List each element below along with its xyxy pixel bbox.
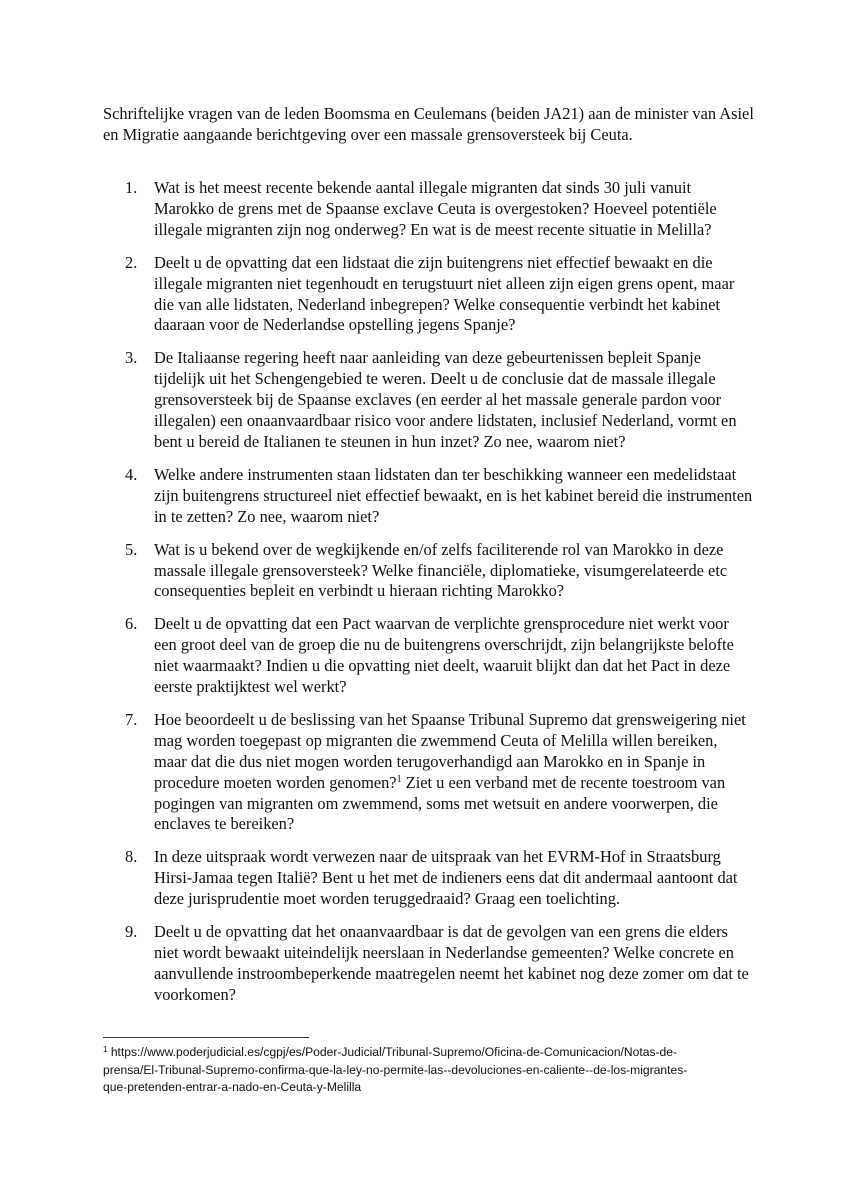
footnote-reference: 1 — [396, 773, 402, 785]
question-item — [103, 465, 753, 528]
footnote-separator — [103, 1037, 309, 1038]
question-number: 3. — [125, 348, 138, 368]
question-text — [154, 710, 746, 834]
question-text: In deze uitspraak wordt verwezen naar de uitspraak van het EVRM-Hof in Straatsburg Hirsi-Jamaa tegen Italië? Bent u het met de indieners eens dat dit andermaal aantoont dat deze jurisprudentie moet worden teruggedraaid? Graag een toelichting. — [154, 847, 738, 909]
question-text-part: Ziet u een verband met de recente toestroom van pogingen van migranten om zwemmend, soms met wetsuit en andere voorwerpen, die enclaves te bereiken? — [154, 772, 726, 834]
question-text-part: Hoe beoordeelt u de beslissing van het Spaanse Tribunal Supremo dat grensweigering niet mag worden toegepast op migranten die zwemmend Ceuta of Melilla willen bereiken, maar dat die dus niet mogen worden terugoverhandigd aan Marokko en in Spanje in procedure moeten worden genomen? — [154, 709, 746, 792]
question-number: 9. — [125, 922, 138, 942]
question-item — [103, 540, 753, 603]
question-item — [103, 253, 753, 337]
question-list — [103, 178, 753, 1018]
question-number: 4. — [125, 464, 138, 484]
intro-paragraph: Schriftelijke vragen van de leden Boomsma en Ceulemans (beiden JA21) aan de minister van Asiel en Migratie aangaande berichtgeving over een massale grensoversteek bij Ceuta. — [103, 104, 754, 144]
question-text: Deelt u de opvatting dat een lidstaat die zijn buitengrens niet effectief bewaakt en die illegale migranten niet tegenhoudt en terugstuurt niet alleen zijn eigen grens opent, maar die van alle lidstaten, Nederland inbegrepen? Welke consequentie verbindt het kabinet daaraan voor de Nederlandse opstelling jegens Spanje? — [154, 252, 735, 335]
question-item — [103, 922, 753, 1006]
question-number: 1. — [125, 178, 138, 197]
question-text: Deelt u de opvatting dat een Pact waarvan de verplichte grensprocedure niet werkt voor een groot deel van de groep die nu de buitengrens overschrijdt, zijn belangrijkste belofte niet waarmaakt? Indien u die opvatting niet deelt, waaruit blijkt dan dat het Pact in deze eerste praktijktest wel werkt? — [154, 614, 734, 697]
question-text: Wat is het meest recente bekende aantal illegale migranten dat sinds 30 juli vanuit Marokko de grens met de Spaanse exclave Ceuta is overgestoken? Hoeveel potentiële illegale migranten zijn nog onderweg? En wat is de meest recente situatie in Melilla? — [154, 178, 717, 239]
question-item — [103, 710, 753, 835]
question-number: 8. — [125, 847, 138, 867]
question-number: 5. — [125, 539, 138, 559]
footnote — [103, 1044, 763, 1097]
footnote-link-part[interactable]: que-pretenden-entrar-a-nado-en-Ceuta-y-Melilla — [103, 1080, 362, 1094]
footnote-link-part[interactable]: https://www.poderjudicial.es/cgpj/es/Poder-Judicial/Tribunal-Supremo/Oficina-de-Comunicacion/Notas-de- — [107, 1045, 678, 1059]
question-item — [103, 847, 753, 910]
footnote-link-part[interactable]: prensa/El-Tribunal-Supremo-confirma-que-la-ley-no-permite-las--devoluciones-en-caliente--de-los-migrantes- — [103, 1062, 688, 1077]
question-text: Wat is u bekend over de wegkijkende en/of zelfs faciliterende rol van Marokko in deze massale illegale grensoversteek? Welke financiële, diplomatieke, visumgerelateerde etc consequenties bepleit en verbindt u hieraan richting Marokko? — [154, 539, 728, 601]
question-text: De Italiaanse regering heeft naar aanleiding van deze gebeurtenissen bepleit Spanje tijdelijk uit het Schengengebied te weren. Deelt u de conclusie dat de massale illegale grensoversteek bij de Spaanse exclaves (en eerder al het massale generale pardon voor illegalen) een onaanvaardbaar risico voor andere lidstaten, inclusief Nederland, vormt en bent u bereid de Italianen te steunen in hun inzet? Zo nee, waarom niet? — [154, 348, 737, 451]
question-item — [103, 348, 753, 453]
question-number: 7. — [125, 709, 138, 729]
question-text: Welke andere instrumenten staan lidstaten dan ter beschikking wanneer een medelidstaat zijn buitengrens structureel niet effectief bewaakt, en is het kabinet bereid die instrumenten in te zetten? Zo nee, waarom niet? — [154, 464, 753, 526]
question-item — [103, 614, 753, 698]
question-item — [103, 178, 753, 241]
footnote-line — [103, 1044, 763, 1062]
question-text: Deelt u de opvatting dat het onaanvaardbaar is dat de gevolgen van een grens die elders niet wordt bewaakt uiteindelijk neerslaan in Nederlandse gemeenten? Welke concrete en aanvullende instroombeperkende maatregelen neemt het kabinet nog deze zomer om dat te voorkomen? — [154, 922, 749, 1004]
question-number: 2. — [125, 252, 138, 272]
question-number: 6. — [125, 614, 138, 634]
footnote-marker: 1 — [103, 1045, 108, 1054]
